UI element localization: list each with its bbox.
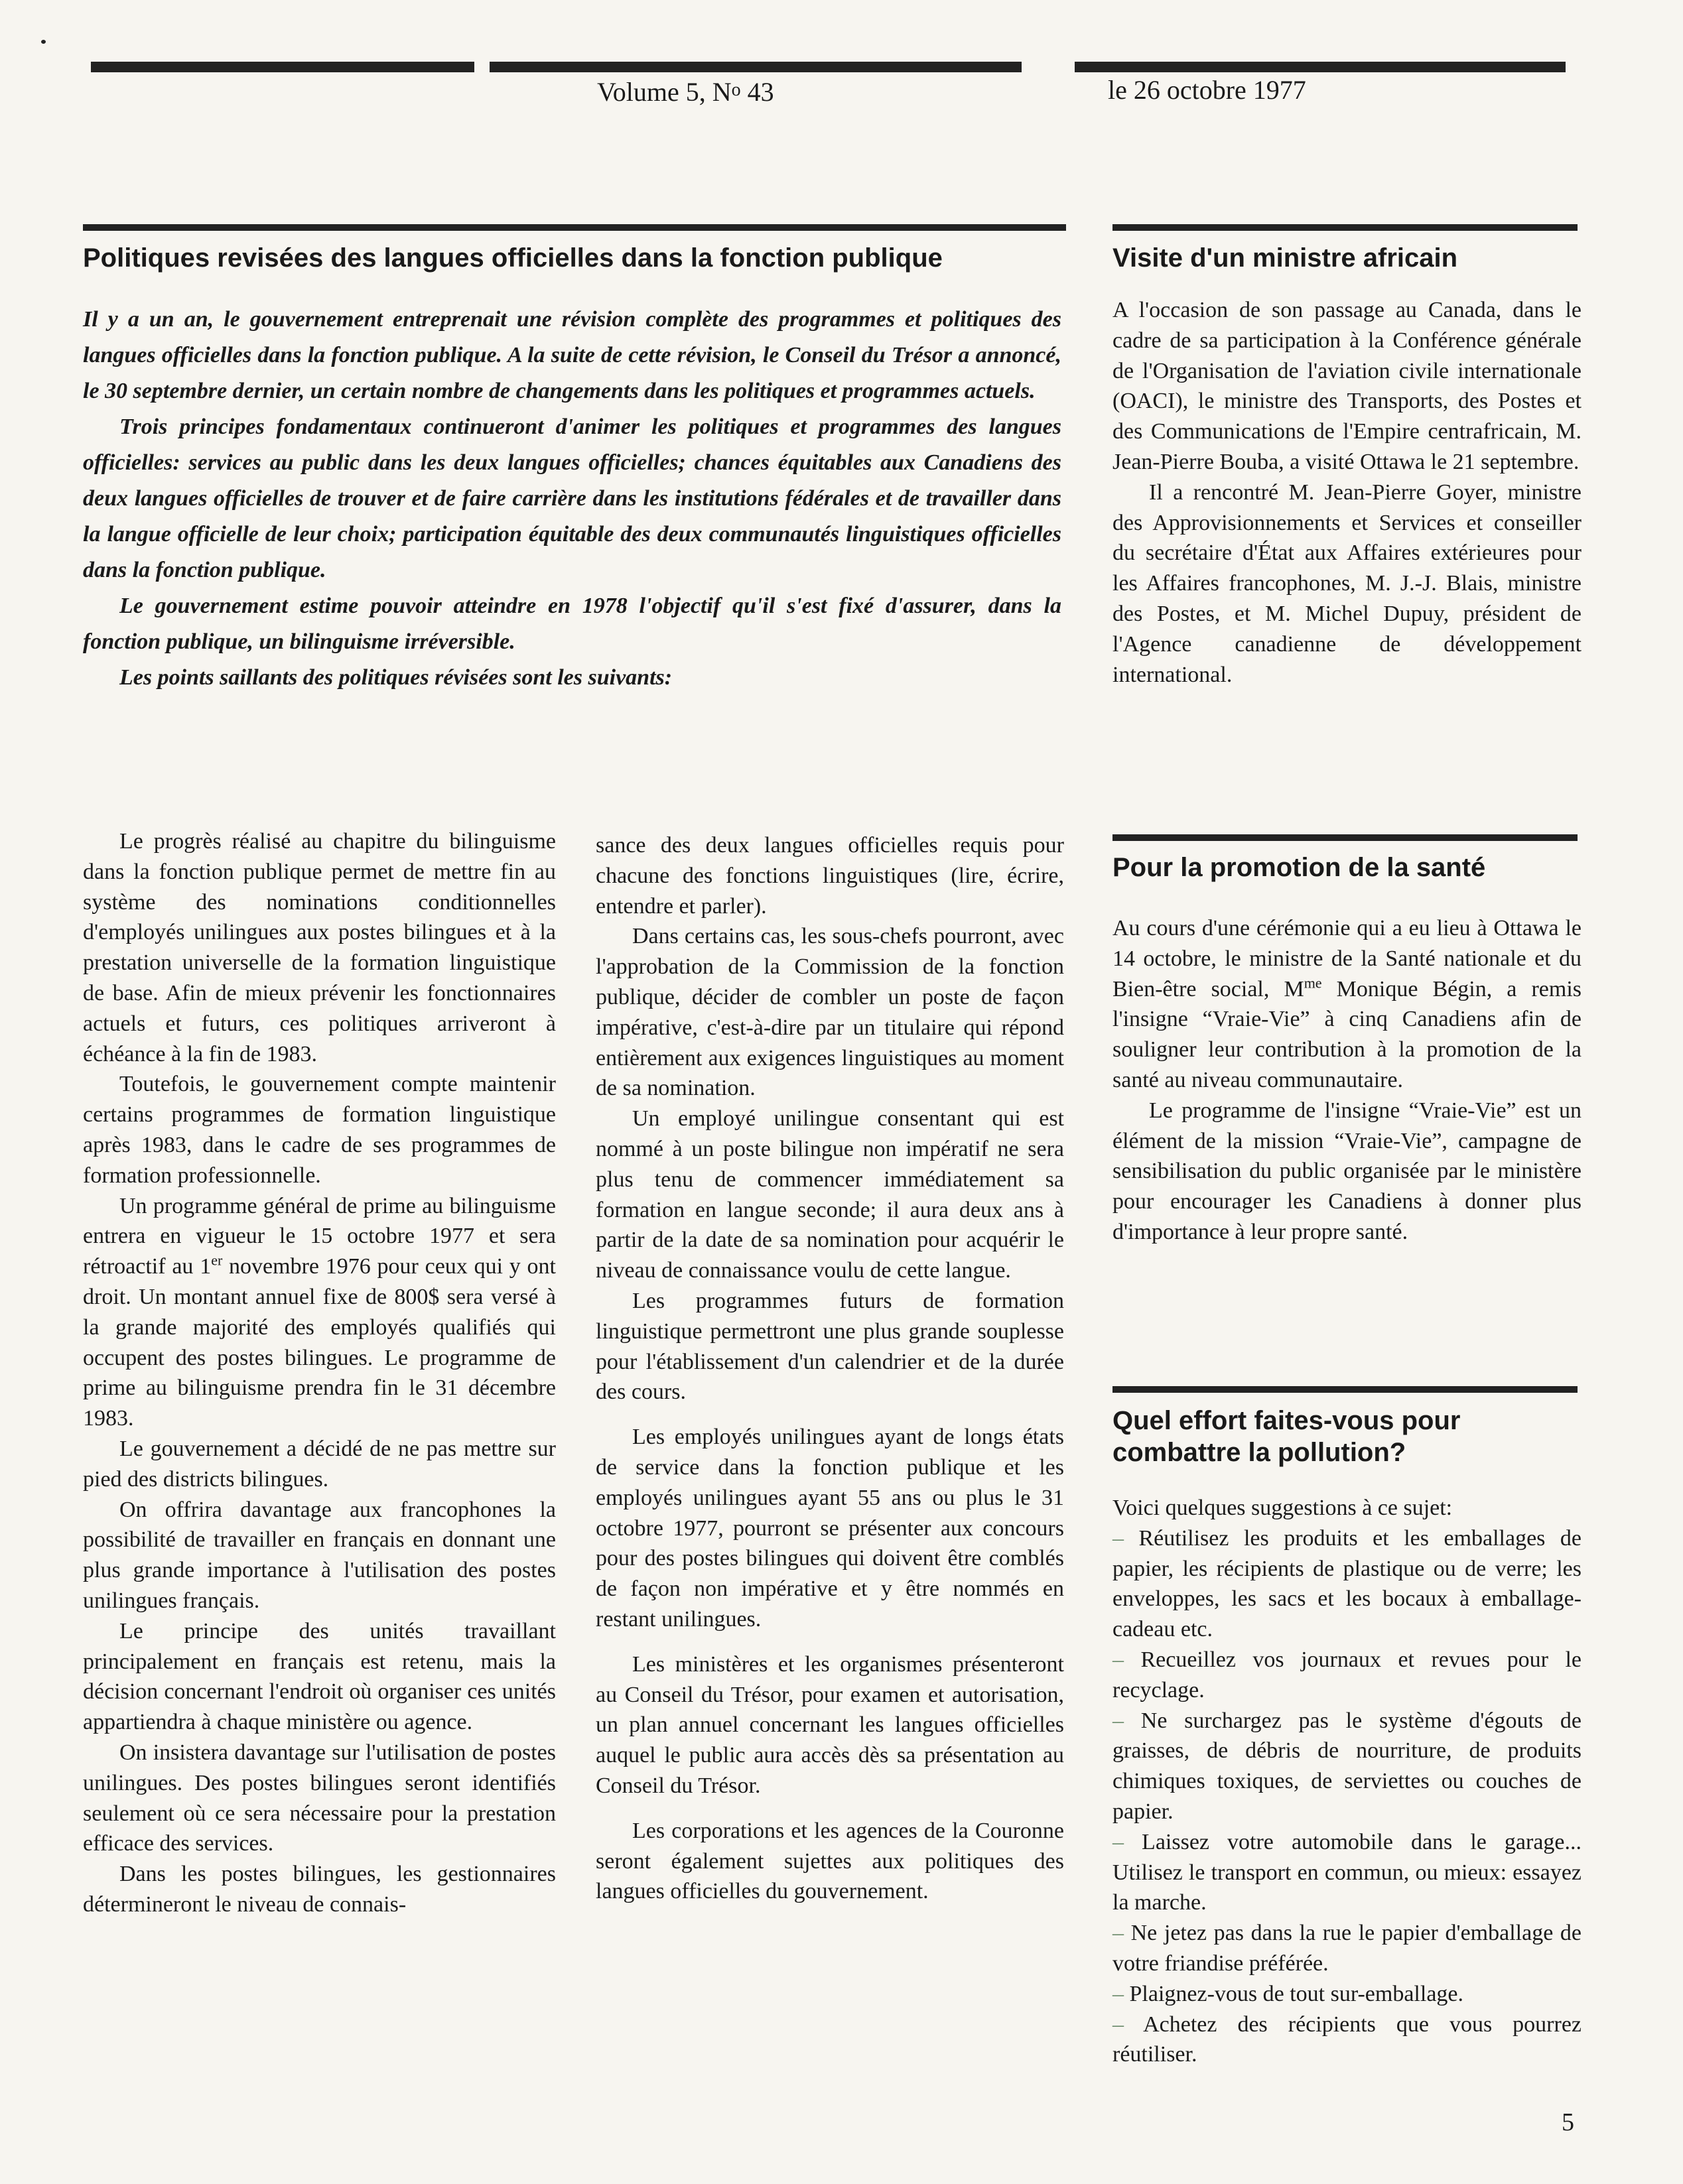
- side-article-1-body: [1112, 295, 1582, 690]
- side-3-rule: [1112, 1386, 1578, 1393]
- body-paragraph: Les corporations et les agences de la Couronne seront également sujettes aux politiques des langues officielles du gouvernement.: [596, 1818, 1064, 1904]
- body-paragraph: Le programme de l'insigne “Vraie-Vie” est un élément de la mission “Vraie-Vie”, campagne de sensibilisation du public organisée par le ministère pour encourager les Canadiens à donner plus d'importance à leur propre santé.: [1112, 1098, 1582, 1244]
- body-paragraph: On insistera davantage sur l'utilisation de postes unilingues. Des postes bilingues seront identifiés seulement où ce sera nécessaire pour la prestation efficace des services.: [83, 1740, 556, 1856]
- stray-mark: [41, 40, 46, 44]
- dash-bullet-icon: –: [1112, 1525, 1124, 1551]
- list-item: – Achetez des récipients que vous pourrez réutiliser.: [1112, 2012, 1582, 2067]
- lead-paragraph: Trois principes fondamentaux continueront d'animer les politiques et programmes des langues officielles: services au public dans les deux langues officielles; chances équitables aux Canadiens des deux langues officielles de trouver et de faire carrière dans les institutions fédérales et de travailler dans la langue officielle de leur choix; participation équitable des deux communautés linguistiques officielles dans la fonction publique.: [83, 415, 1061, 582]
- main-article-title: Politiques revisées des langues officielles dans la fonction publique: [83, 243, 943, 273]
- header-rule-right: [1075, 62, 1566, 72]
- body-paragraph: Un programme général de prime au bilinguisme entrera en vigueur le 15 octobre 1977 et sera rétroactif au 1er novembre 1976 pour ceux qui y ont droit. Un montant annuel fixe de 800$ sera versé à la grande majorité des employés qualifiés qui occupent des postes bilingues. Le programme de prime au bilinguisme prendra fin le 31 décembre 1983.: [83, 1193, 556, 1431]
- header-rule-middle: [490, 62, 1022, 72]
- issue-volume: Volume 5, $N^o$ 43: [597, 77, 774, 107]
- lead-paragraph: Les points saillants des politiques révisées sont les suivants:: [119, 665, 673, 690]
- list-intro: Voici quelques suggestions à ce sujet:: [1112, 1496, 1453, 1520]
- body-paragraph: Il a rencontré M. Jean-Pierre Goyer, ministre des Approvisionnements et Services et conseiller du secrétaire d'État aux Affaires extérieures pour les Affaires francophones, M. J.-J. Blais, ministre des Postes, et M. Michel Dupuy, président de l'Agence canadienne de développement international.: [1112, 480, 1582, 687]
- lead-paragraph: Il y a un an, le gouvernement entreprenait une révision complète des programmes et politiques des langues officielles dans la fonction publique. A la suite de cette révision, le Conseil du Trésor a annoncé, le 30 septembre dernier, un certain nombre de changements dans les politiques et programmes actuels.: [83, 307, 1061, 403]
- header-rule-left: [91, 62, 474, 72]
- list-item: – Ne surchargez pas le système d'égouts de graisses, de débris de nourriture, de produits chimiques toxiques, de serviettes ou couches de papier.: [1112, 1708, 1582, 1824]
- lead-paragraph: Le gouvernement estime pouvoir atteindre en 1978 l'objectif qu'il s'est fixé d'assurer, dans la fonction publique, un bilinguisme irréversible.: [83, 594, 1061, 654]
- main-article-rule: [83, 224, 1066, 231]
- body-paragraph: Dans certains cas, les sous-chefs pourront, avec l'approbation de la Commission de la fonction publique, décider de combler un poste de façon impérative, c'est-à-dire par un titulaire qui répond entièrement aux exigences linguistiques au moment de sa nomination.: [596, 924, 1064, 1101]
- list-item: – Réutilisez les produits et les emballages de papier, les récipients de plastique ou de verre; les enveloppes, les sacs et les bocaux à emballage-cadeau etc.: [1112, 1525, 1582, 1642]
- main-article-column-1: [83, 826, 556, 1920]
- side-article-1-title: Visite d'un ministre africain: [1112, 243, 1458, 273]
- body-paragraph: Toutefois, le gouvernement compte maintenir certains programmes de formation linguistique après 1983, dans le cadre de ses programmes de formation professionnelle.: [83, 1072, 556, 1188]
- body-paragraph: Au cours d'une cérémonie qui a eu lieu à Ottawa le 14 octobre, le ministre de la Santé nationale et du Bien-être social, $M^{me}$ Monique Bégin, a remis l'insigne “Vraie-Vie” à cinq Canadiens afin de souligner leur contribution à la promotion de la santé au niveau communautaire.: [1112, 916, 1582, 1092]
- list-item: – Recueillez vos journaux et revues pour le recyclage.: [1112, 1647, 1582, 1702]
- body-paragraph: Le gouvernement a décidé de ne pas mettre sur pied des districts bilingues.: [83, 1436, 556, 1492]
- body-paragraph: Le progrès réalisé au chapitre du bilinguisme dans la fonction publique permet de mettre fin au système des nominations conditionnelles d'employés unilingues aux postes bilingues et à la prestation universelle de la formation linguistique de base. Afin de mieux prévenir les fonctionnaires actuels et futurs, ces politiques arriveront à échéance à la fin de 1983.: [83, 829, 556, 1066]
- main-article-column-2: [596, 830, 1064, 1907]
- body-paragraph: Les employés unilingues ayant de longs états de service dans la fonction publique et les employés unilingues ayant 55 ans ou plus le 31 octobre 1977, pourront se présenter aux concours pour des postes bilingues qui doivent être comblés de façon non impérative et y être nommés en restant unilingues.: [596, 1425, 1064, 1632]
- dash-bullet-icon: –: [1112, 1921, 1124, 1946]
- body-paragraph: Le principe des unités travaillant principalement en français est retenu, mais la décision concernant l'endroit où organiser ces unités appartiendra à chaque ministère ou agence.: [83, 1618, 556, 1735]
- body-paragraph: Les ministères et les organismes présenteront au Conseil du Trésor, pour examen et autorisation, un plan annuel concernant les langues officielles auquel le public aura accès dès sa présentation au Conseil du Trésor.: [596, 1651, 1064, 1798]
- dash-bullet-icon: –: [1112, 1829, 1124, 1854]
- dash-bullet-icon: –: [1112, 1647, 1124, 1672]
- side-article-2-body: [1112, 913, 1582, 1248]
- side-article-3-body: [1112, 1493, 1582, 2070]
- list-item: – Ne jetez pas dans la rue le papier d'emballage de votre friandise préférée.: [1112, 1921, 1582, 1976]
- body-paragraph: Un employé unilingue consentant qui est nommé à un poste bilingue non impératif ne sera plus tenu de commencer immédiatement sa formation en langue seconde; il aura deux ans à partir de la date de sa nomination pour acquérir le niveau de connaissance voulu de cette langue.: [596, 1106, 1064, 1283]
- body-paragraph: sance des deux langues officielles requis pour chacune des fonctions linguistiques (lire, écrire, entendre et parler).: [596, 833, 1064, 919]
- body-paragraph: Dans les postes bilingues, les gestionnaires détermineront le niveau de connais-: [83, 1862, 556, 1917]
- issue-date: le 26 octobre 1977: [1108, 75, 1306, 105]
- side-article-2-title: Pour la promotion de la santé: [1112, 853, 1486, 882]
- dash-bullet-icon: –: [1112, 2012, 1124, 2037]
- dash-bullet-icon: –: [1112, 1981, 1124, 2006]
- list-item: – Laissez votre automobile dans le garage... Utilisez le transport en commun, ou mieux: essayez la marche.: [1112, 1829, 1582, 1915]
- body-paragraph: A l'occasion de son passage au Canada, dans le cadre de sa participation à la Conférence générale de l'Organisation de l'aviation civile internationale (OACI), le ministre des Transports, des Postes et des Communications de l'Empire centrafricain, M. Jean-Pierre Bouba, a visité Ottawa le 21 septembre.: [1112, 298, 1582, 474]
- body-paragraph: Les programmes futurs de formation linguistique permettront une plus grande souplesse pour l'établissement d'un calendrier et de la durée des cours.: [596, 1288, 1064, 1405]
- list-item: – Plaignez-vous de tout sur-emballage.: [1112, 1981, 1464, 2006]
- body-paragraph: On offrira davantage aux francophones la possibilité de travailler en français en donnant une plus grande importance à l'utilisation des postes unilingues français.: [83, 1497, 556, 1613]
- side-1-rule: [1112, 224, 1578, 231]
- dash-bullet-icon: –: [1112, 1708, 1124, 1733]
- page-number: 5: [1562, 2108, 1574, 2136]
- side-article-3-title: Quel effort faites-vous pour combattre la pollution?: [1112, 1406, 1461, 1467]
- side-2-rule: [1112, 834, 1578, 841]
- main-article-lead: [83, 302, 1061, 696]
